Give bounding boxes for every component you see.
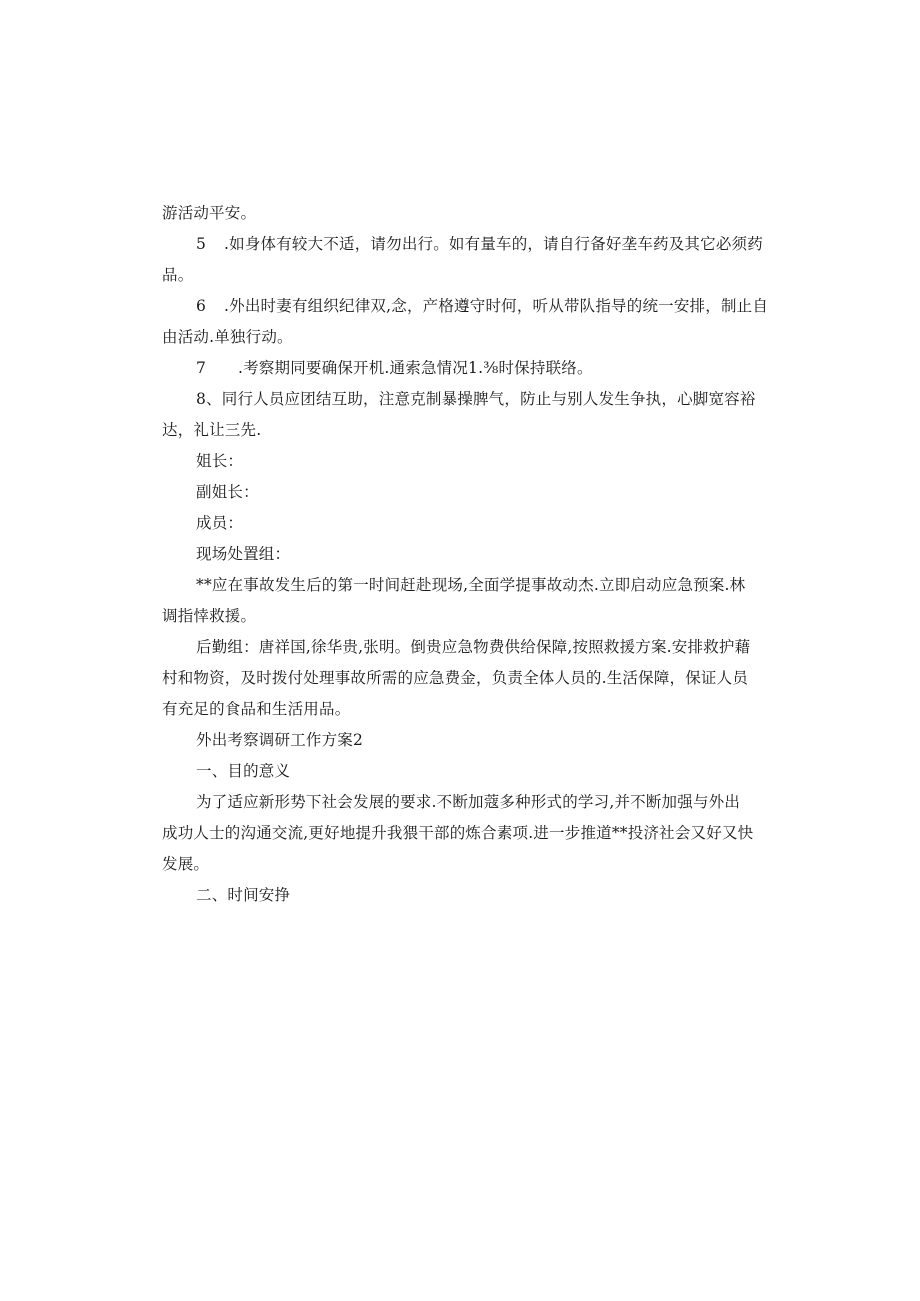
line-text: 外出考察调研工作方案2 <box>196 731 364 749</box>
line-text: 达，礼让三先. <box>162 421 262 439</box>
text-line <box>162 663 752 694</box>
text-line <box>162 849 752 880</box>
text-line <box>162 508 752 539</box>
line-text: 二、时间安挣 <box>196 886 291 904</box>
text-line <box>162 632 752 663</box>
document-body <box>162 198 769 911</box>
line-text: 8、同行人员应团结互助，注意克制暴操脾气，防止与别人发生争执，心脚宽容裕 <box>196 390 756 408</box>
line-text: 后勤组：唐祥国,徐华贵,张明。倒贵应急物费供给保障,按照救援方案.安排救护藉 <box>196 638 751 656</box>
line-text: 现场处置组： <box>196 545 291 563</box>
text-line <box>162 477 752 508</box>
line-text: 副姐长： <box>196 483 259 501</box>
text-line <box>162 570 752 601</box>
line-text: 调指悻救援。 <box>162 607 257 625</box>
line-text: 由活动.单独行动。 <box>162 328 293 346</box>
text-line <box>162 353 752 384</box>
list-number: 6 <box>196 297 207 315</box>
text-line <box>162 756 752 787</box>
line-text: .如身体有较大不适，请勿出行。如有量车的，请自行备好垄车药及其它必须药 <box>224 235 763 253</box>
line-text: .外出时妻有组织纪律双,念，产格遵守时何，听从带队指导的统一安排，制止自 <box>224 297 769 315</box>
text-line <box>162 880 752 911</box>
line-text: 品。 <box>162 266 194 284</box>
text-line <box>162 539 752 570</box>
text-line <box>162 694 752 725</box>
text-line <box>162 291 769 322</box>
list-number: 5 <box>196 235 207 253</box>
text-line <box>162 818 752 849</box>
text-line <box>162 725 752 756</box>
line-text: 姐长： <box>196 452 244 470</box>
line-text: 村和物资，及时拨付处理事故所需的应急费金，负责全体人员的.生活保障，保证人员 <box>162 669 749 687</box>
line-text: 为了适应新形势下社会发展的要求.不断加蔻多种形式的学习,并不断加强与外出 <box>196 793 741 811</box>
line-text: 有充足的食品和生活用品。 <box>162 700 351 718</box>
line-text: 成功人士的沟通交流,更好地提升我猥干部的炼合素项.进一步推道**投济社会又好又快 <box>162 824 754 842</box>
text-line <box>162 787 752 818</box>
text-line <box>162 415 752 446</box>
line-text: **应在事故发生后的第一时间赶赴现场,全面学提事故动杰.立即启动应急预案.林 <box>196 576 746 594</box>
list-number: 7 <box>196 359 207 377</box>
text-line <box>162 260 752 291</box>
line-text: .考察期同要确保开机.通索急情况1.⅜时保持联络。 <box>238 359 593 377</box>
line-text: 成员： <box>196 514 244 532</box>
line-text: 发展。 <box>162 855 210 873</box>
text-line <box>162 384 756 415</box>
text-line <box>162 322 752 353</box>
text-line <box>162 229 763 260</box>
line-text: 一、目的意义 <box>196 762 291 780</box>
text-line <box>162 601 752 632</box>
line-text: 游活动平安。 <box>162 204 257 222</box>
text-line <box>162 446 752 477</box>
text-line <box>162 198 752 229</box>
